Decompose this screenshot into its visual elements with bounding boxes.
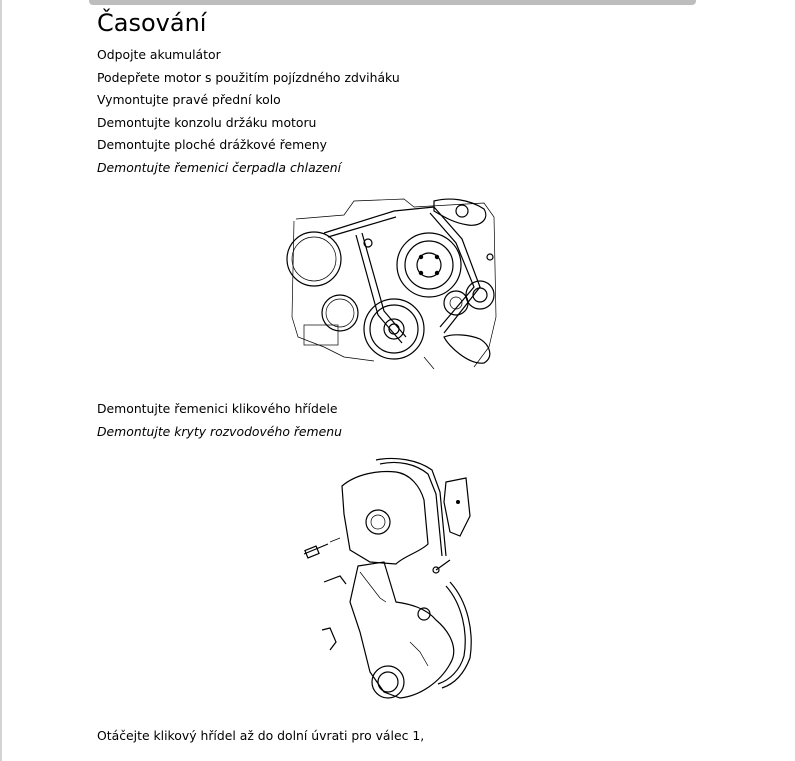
step-list-top (97, 44, 697, 180)
step-remove-wheel: Vymontujte pravé přední kolo (97, 92, 281, 108)
step-remove-pump-pulley: Demontujte řemenici čerpadla chlazení (97, 159, 342, 175)
step-rotate-crankshaft: Otáčejte klikový hřídel až do dolní úvrati pro válec 1, (97, 728, 425, 743)
left-border (0, 0, 2, 761)
step-disconnect-battery: Odpojte akumulátor (97, 47, 221, 62)
step-remove-v-belts: Demontujte ploché drážkové řemeny (97, 137, 327, 153)
belt-diagram-figure (284, 197, 502, 373)
page-title: Časování (97, 9, 207, 37)
timing-cover-figure (300, 452, 480, 712)
engine-belt-pulleys-icon (284, 197, 502, 373)
step-support-engine: Podepřete motor s použitím pojízdného zdviháku (97, 69, 400, 85)
step-remove-engine-mount: Demontujte konzolu držáku motoru (97, 114, 317, 130)
top-scroll-bar (89, 0, 696, 5)
document-content (97, 6, 697, 180)
step-remove-crank-pulley: Demontujte řemenici klikového hřídele (97, 401, 338, 416)
timing-belt-covers-icon (300, 452, 480, 712)
step-remove-timing-covers: Demontujte kryty rozvodového řemenu (97, 424, 342, 439)
